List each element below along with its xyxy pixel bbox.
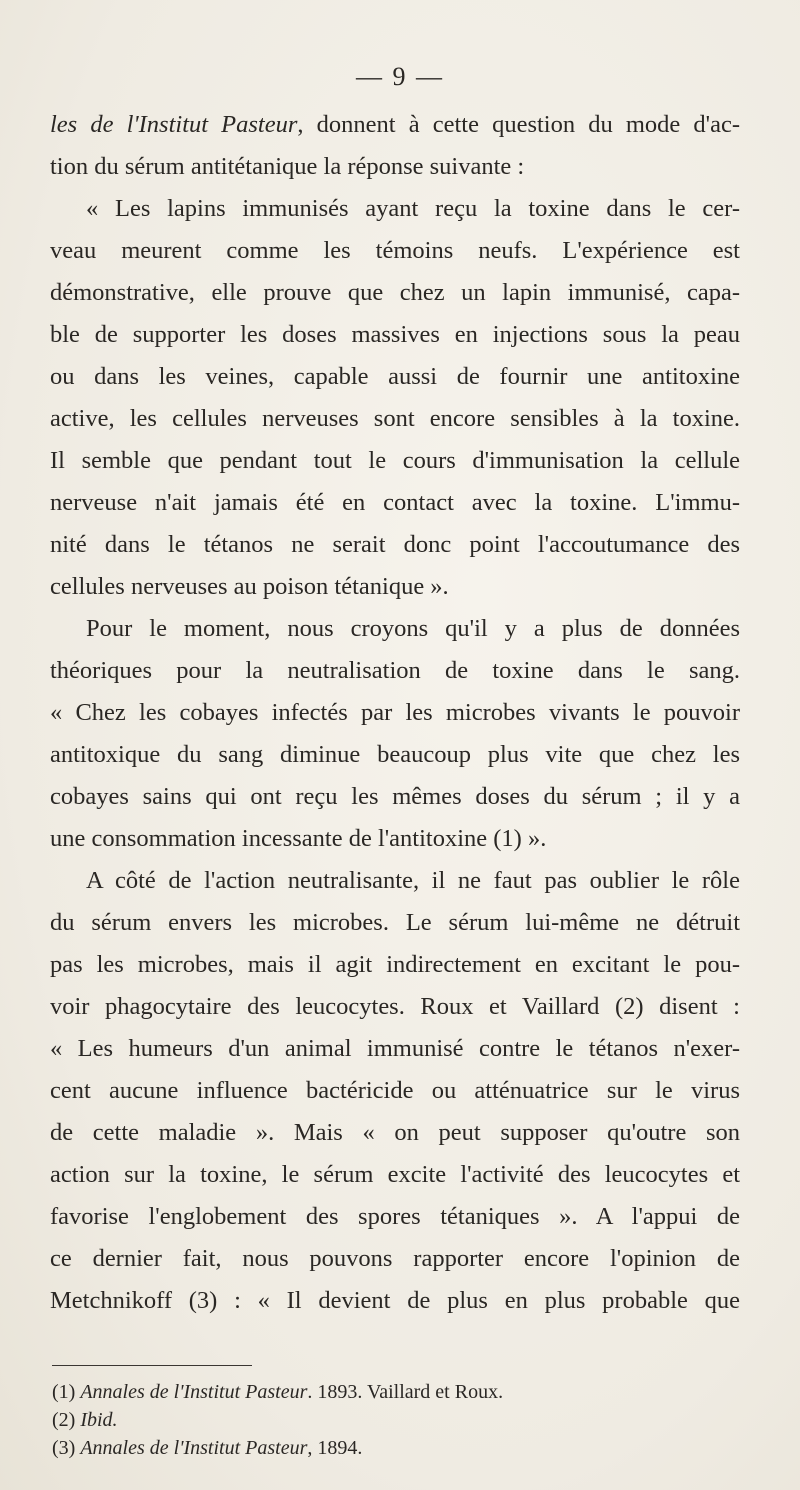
text-segment: nerveuse n'ait jamais été en contact avec la toxine. L'immu- <box>50 489 740 516</box>
text-segment: action sur la toxine, le sérum excite l'activité des leucocytes et <box>50 1161 740 1188</box>
text-segment: démonstrative, elle prouve que chez un lapin immunisé, capa- <box>50 279 740 306</box>
text-line <box>50 314 740 356</box>
text-line <box>50 566 740 608</box>
italic-text: Annales de l'Institut Pasteur <box>80 1437 308 1459</box>
text-line <box>50 1154 740 1196</box>
text-segment: (2) <box>52 1409 81 1431</box>
text-line <box>50 1238 740 1280</box>
text-line <box>50 272 740 314</box>
footnote <box>52 1378 732 1406</box>
text-line <box>50 986 740 1028</box>
text-line <box>50 1196 740 1238</box>
text-segment: « Chez les cobayes infectés par les microbes vivants le pouvoir <box>50 699 740 726</box>
text-segment: cellules nerveuses au poison tétanique ». <box>50 573 449 600</box>
text-line <box>50 188 740 230</box>
text-segment: cent aucune influence bactéricide ou atténuatrice sur le virus <box>50 1077 740 1104</box>
text-line <box>50 902 740 944</box>
text-line <box>50 524 740 566</box>
text-line <box>50 356 740 398</box>
text-segment: . 1893. Vaillard et Roux. <box>307 1381 504 1403</box>
text-segment: une consommation incessante de l'antitoxine (1) ». <box>50 825 547 852</box>
text-segment: antitoxique du sang diminue beaucoup plus vite que chez les <box>50 741 740 768</box>
text-segment: tion du sérum antitétanique la réponse suivante : <box>50 153 525 180</box>
text-segment: (3) <box>52 1437 81 1459</box>
footnote <box>52 1406 732 1434</box>
text-line <box>50 608 740 650</box>
text-segment: ble de supporter les doses massives en injections sous la peau <box>50 321 740 348</box>
text-line <box>50 818 740 860</box>
text-segment: de cette maladie ». Mais « on peut supposer qu'outre son <box>50 1119 740 1146</box>
text-line <box>50 776 740 818</box>
body-text <box>50 104 740 1322</box>
text-segment: théoriques pour la neutralisation de toxine dans le sang. <box>50 657 740 684</box>
page-number: — 9 — <box>356 62 444 91</box>
text-line <box>50 398 740 440</box>
text-segment: « Les lapins immunisés ayant reçu la toxine dans le cer- <box>86 195 740 222</box>
text-line <box>50 482 740 524</box>
text-line <box>50 650 740 692</box>
text-line <box>50 104 740 146</box>
text-line <box>50 1028 740 1070</box>
italic-text: Ibid. <box>80 1409 118 1431</box>
text-line <box>50 230 740 272</box>
text-segment: « Les humeurs d'un animal immunisé contre le tétanos n'exer- <box>50 1035 740 1062</box>
text-segment: voir phagocytaire des leucocytes. Roux et Vaillard (2) disent : <box>50 993 740 1020</box>
text-line <box>50 1112 740 1154</box>
footnote-separator <box>52 1365 252 1366</box>
text-segment: ce dernier fait, nous pouvons rapporter encore l'opinion de <box>50 1245 740 1272</box>
text-segment: Il semble que pendant tout le cours d'immunisation la cellule <box>50 447 740 474</box>
text-line <box>50 734 740 776</box>
italic-text: les de l'Institut Pasteur <box>50 111 298 138</box>
text-segment: pas les microbes, mais il agit indirectement en excitant le pou- <box>50 951 740 978</box>
text-line <box>50 692 740 734</box>
text-segment: , donnent à cette question du mode d'ac- <box>297 111 740 138</box>
text-segment: favorise l'englobement des spores tétaniques ». A l'appui de <box>50 1203 740 1230</box>
text-segment: A côté de l'action neutralisante, il ne faut pas oublier le rôle <box>86 867 740 894</box>
text-segment: du sérum envers les microbes. Le sérum lui-même ne détruit <box>50 909 740 936</box>
text-segment: , 1894. <box>307 1437 363 1459</box>
text-segment: (1) <box>52 1381 81 1403</box>
text-line <box>50 944 740 986</box>
text-line <box>50 146 740 188</box>
text-line <box>50 440 740 482</box>
text-line <box>50 860 740 902</box>
text-segment: ou dans les veines, capable aussi de fournir une antitoxine <box>50 363 740 390</box>
text-segment: nité dans le tétanos ne serait donc point l'accoutumance des <box>50 531 740 558</box>
italic-text: Annales de l'Institut Pasteur <box>80 1381 308 1403</box>
text-segment: veau meurent comme les témoins neufs. L'expérience est <box>50 237 740 264</box>
text-segment: cobayes sains qui ont reçu les mêmes doses du sérum ; il y a <box>50 783 740 810</box>
text-segment: active, les cellules nerveuses sont encore sensibles à la toxine. <box>50 405 740 432</box>
text-line <box>50 1280 740 1322</box>
text-line <box>50 1070 740 1112</box>
footnote <box>52 1434 732 1462</box>
footnotes <box>52 1378 732 1462</box>
text-segment: Pour le moment, nous croyons qu'il y a plus de données <box>86 615 740 642</box>
text-segment: Metchnikoff (3) : « Il devient de plus en plus probable que <box>50 1287 740 1314</box>
